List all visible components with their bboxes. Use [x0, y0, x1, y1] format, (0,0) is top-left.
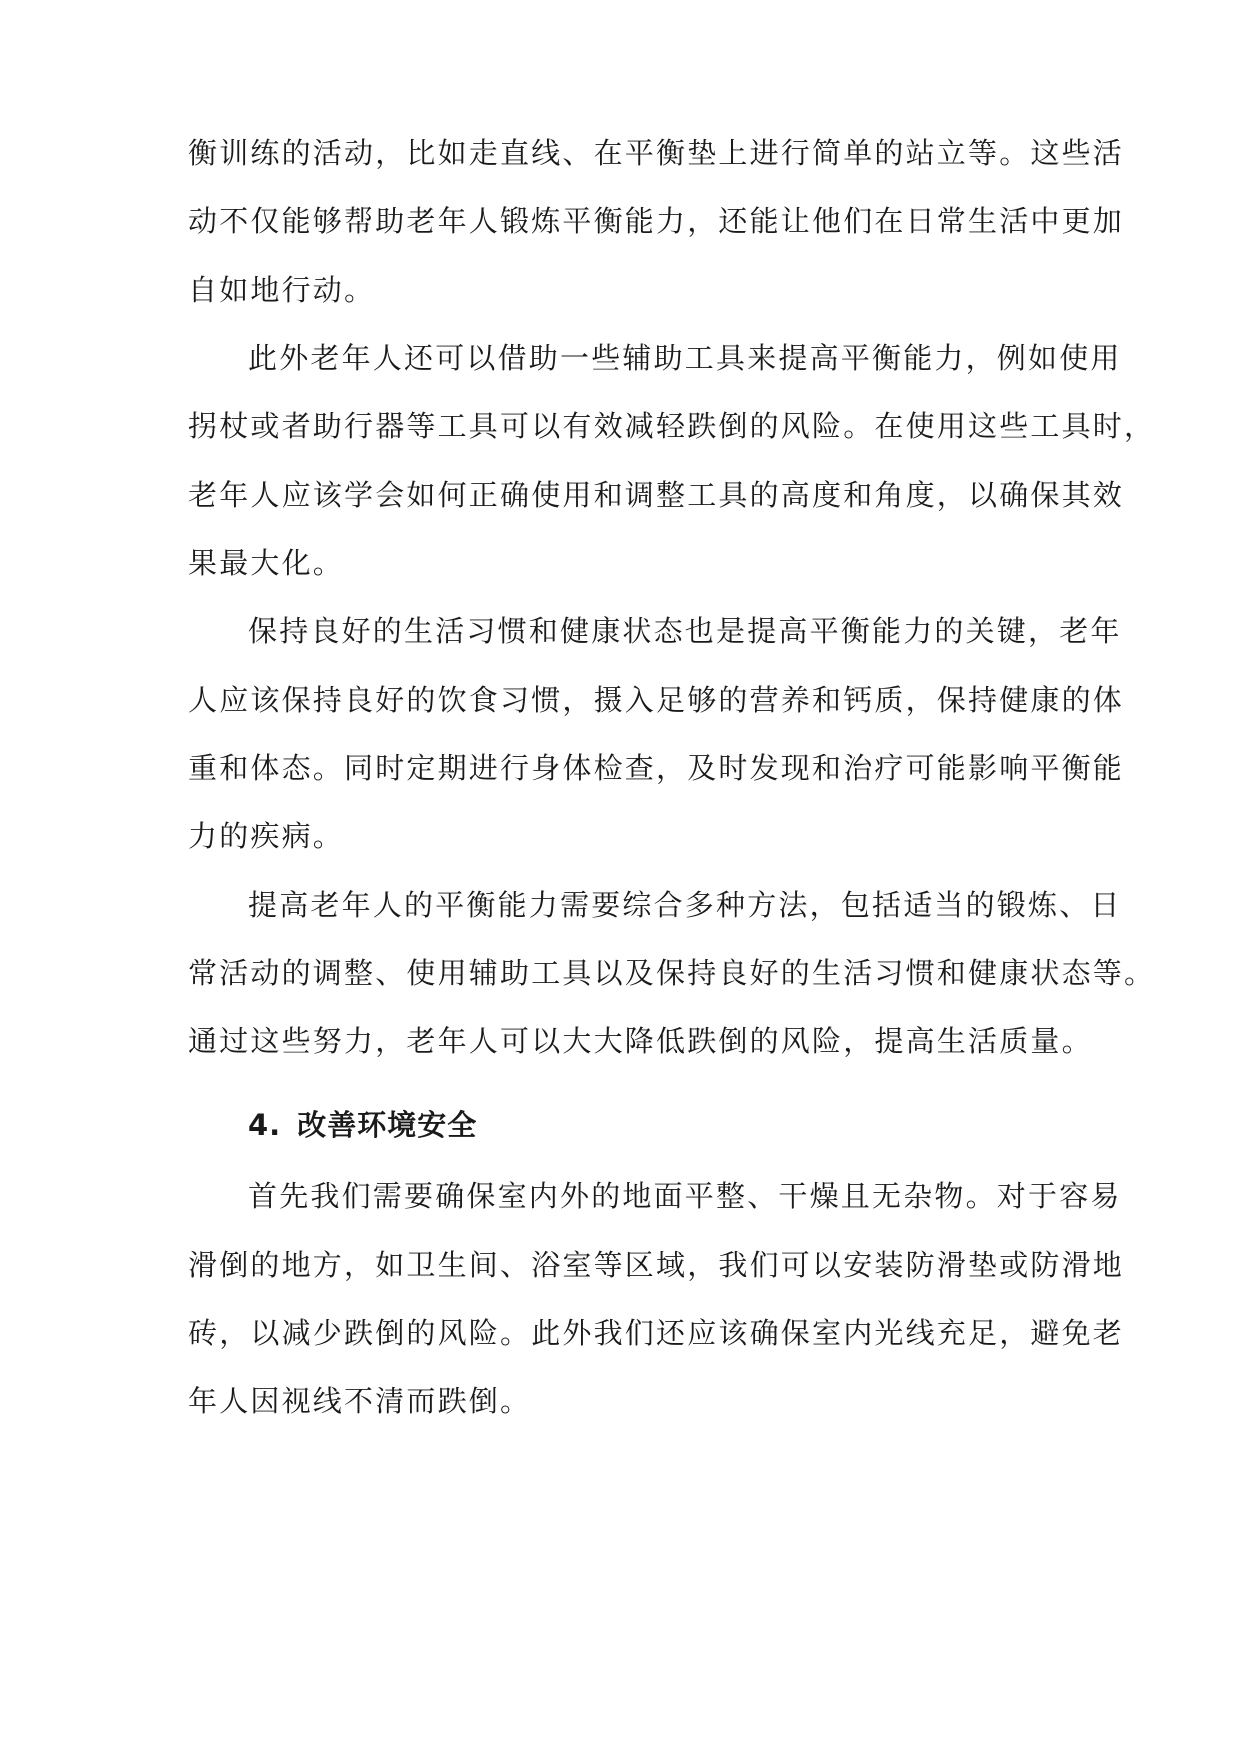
paragraph-3-line-3: 重和体态。同时定期进行身体检查，及时发现和治疗可能影响平衡能: [188, 751, 1125, 785]
paragraph-3-line-4: 力的疾病。: [188, 819, 345, 853]
section-title: 改善环境安全: [297, 1108, 478, 1142]
paragraph-1-line-2: 动不仅能够帮助老年人锻炼平衡能力，还能让他们在日常生活中更加: [188, 204, 1125, 238]
section-paragraph-line-3: 砖，以减少跌倒的风险。此外我们还应该确保室内光线充足，避免老: [188, 1316, 1125, 1350]
paragraph-2-line-4: 果最大化。: [188, 546, 345, 580]
paragraph-2-line-3: 老年人应该学会如何正确使用和调整工具的高度和角度，以确保其效: [188, 478, 1125, 512]
paragraph-4-line-3: 通过这些努力，老年人可以大大降低跌倒的风险，提高生活质量。: [188, 1024, 1093, 1058]
section-paragraph-line-1: 首先我们需要确保室内外的地面平整、干燥且无杂物。对于容易: [248, 1179, 1122, 1213]
section-paragraph-line-2: 滑倒的地方，如卫生间、浴室等区域，我们可以安装防滑垫或防滑地: [188, 1248, 1125, 1282]
section-paragraph-line-4: 年人因视线不清而跌倒。: [188, 1384, 532, 1418]
section-number: 4.: [248, 1108, 282, 1142]
paragraph-1-line-3: 自如地行动。: [188, 273, 376, 307]
paragraph-2-line-2: 拐杖或者助行器等工具可以有效减轻跌倒的风险。在使用这些工具时，: [188, 409, 1156, 443]
paragraph-3-line-1: 保持良好的生活习惯和健康状态也是提高平衡能力的关键，老年: [248, 614, 1122, 648]
paragraph-4-line-2: 常活动的调整、使用辅助工具以及保持良好的生活习惯和健康状态等。: [188, 956, 1156, 990]
paragraph-2-line-1: 此外老年人还可以借助一些辅助工具来提高平衡能力，例如使用: [248, 341, 1122, 375]
paragraph-1-line-1: 衡训练的活动，比如走直线、在平衡垫上进行简单的站立等。这些活: [188, 136, 1125, 170]
paragraph-3-line-2: 人应该保持良好的饮食习惯，摄入足够的营养和钙质，保持健康的体: [188, 683, 1125, 717]
section-heading: [248, 1105, 477, 1145]
paragraph-4-line-1: 提高老年人的平衡能力需要综合多种方法，包括适当的锻炼、日: [248, 888, 1122, 922]
